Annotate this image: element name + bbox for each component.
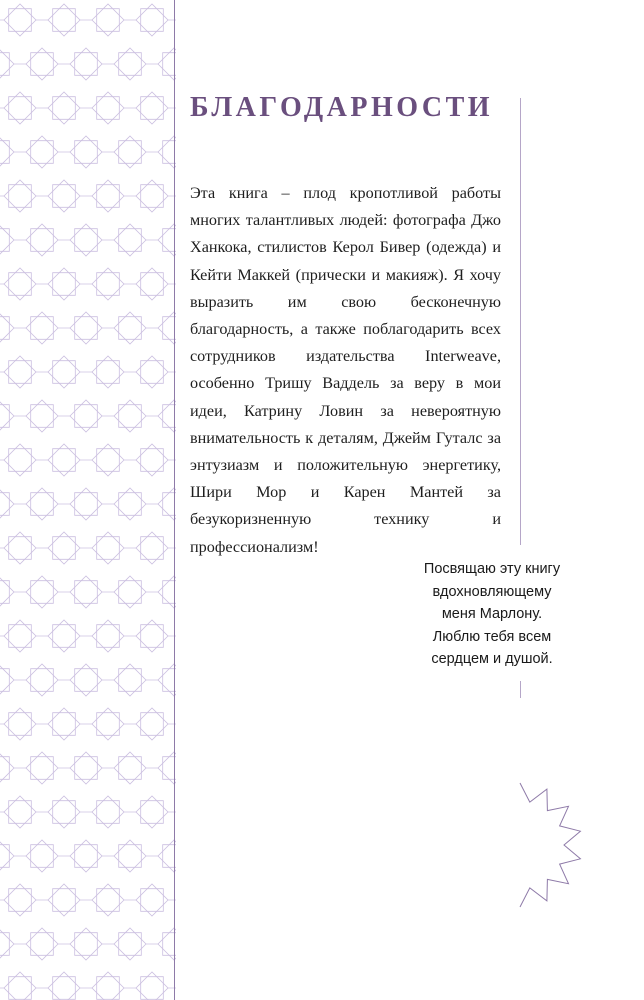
pattern-star-shape: [0, 141, 9, 164]
pattern-star-shape: [0, 53, 9, 76]
acknowledgements-text: Эта книга – плод кропотливой работы многих талантливых людей: фотографа Джо Ханкока, стилистов Керол Бивер (одежда) и Кейти Маккей (прически и макияж). Я хочу выразить им свою бесконечную благодарность, а также поблагодарить всех сотрудников издательства Interweave, особенно Тришу Ваддель за веру в мои идеи, Катрину Ловин за невероятную внимательность к деталям, Джейм Гуталс за энтузиазм и положительную энергетику, Шири Мор и Карен Мантей за безукоризненную технику и профессионализм!: [190, 184, 501, 556]
starburst-outline: [520, 783, 580, 907]
pattern-star-shape: [0, 669, 9, 692]
left-vertical-rule: [174, 0, 175, 1000]
dedication-line: вдохновляющему: [432, 583, 552, 600]
dedication-line: меня Марлону.: [441, 606, 543, 622]
dedication-line: Люблю тебя всем: [432, 628, 552, 645]
page-title: БЛАГОДАРНОСТИ: [190, 92, 494, 123]
pattern-star-shape: [0, 405, 9, 428]
pattern-star-shape: [0, 845, 9, 868]
pattern-star-shape: [0, 229, 9, 252]
dedication-line: сердцем и душой.: [431, 651, 553, 667]
pattern-star-shape: [0, 757, 9, 780]
pattern-star-shape: [0, 317, 9, 340]
dedication-line: Посвящаю эту книгу: [423, 561, 561, 577]
pattern-star-shape: [0, 933, 9, 956]
pattern-star-shape: [0, 493, 9, 516]
dedication-text: [410, 558, 574, 671]
pattern-star-shape: [0, 581, 9, 604]
geometric-pattern-decoration: [0, 0, 176, 1000]
starburst-decoration: [470, 770, 644, 920]
